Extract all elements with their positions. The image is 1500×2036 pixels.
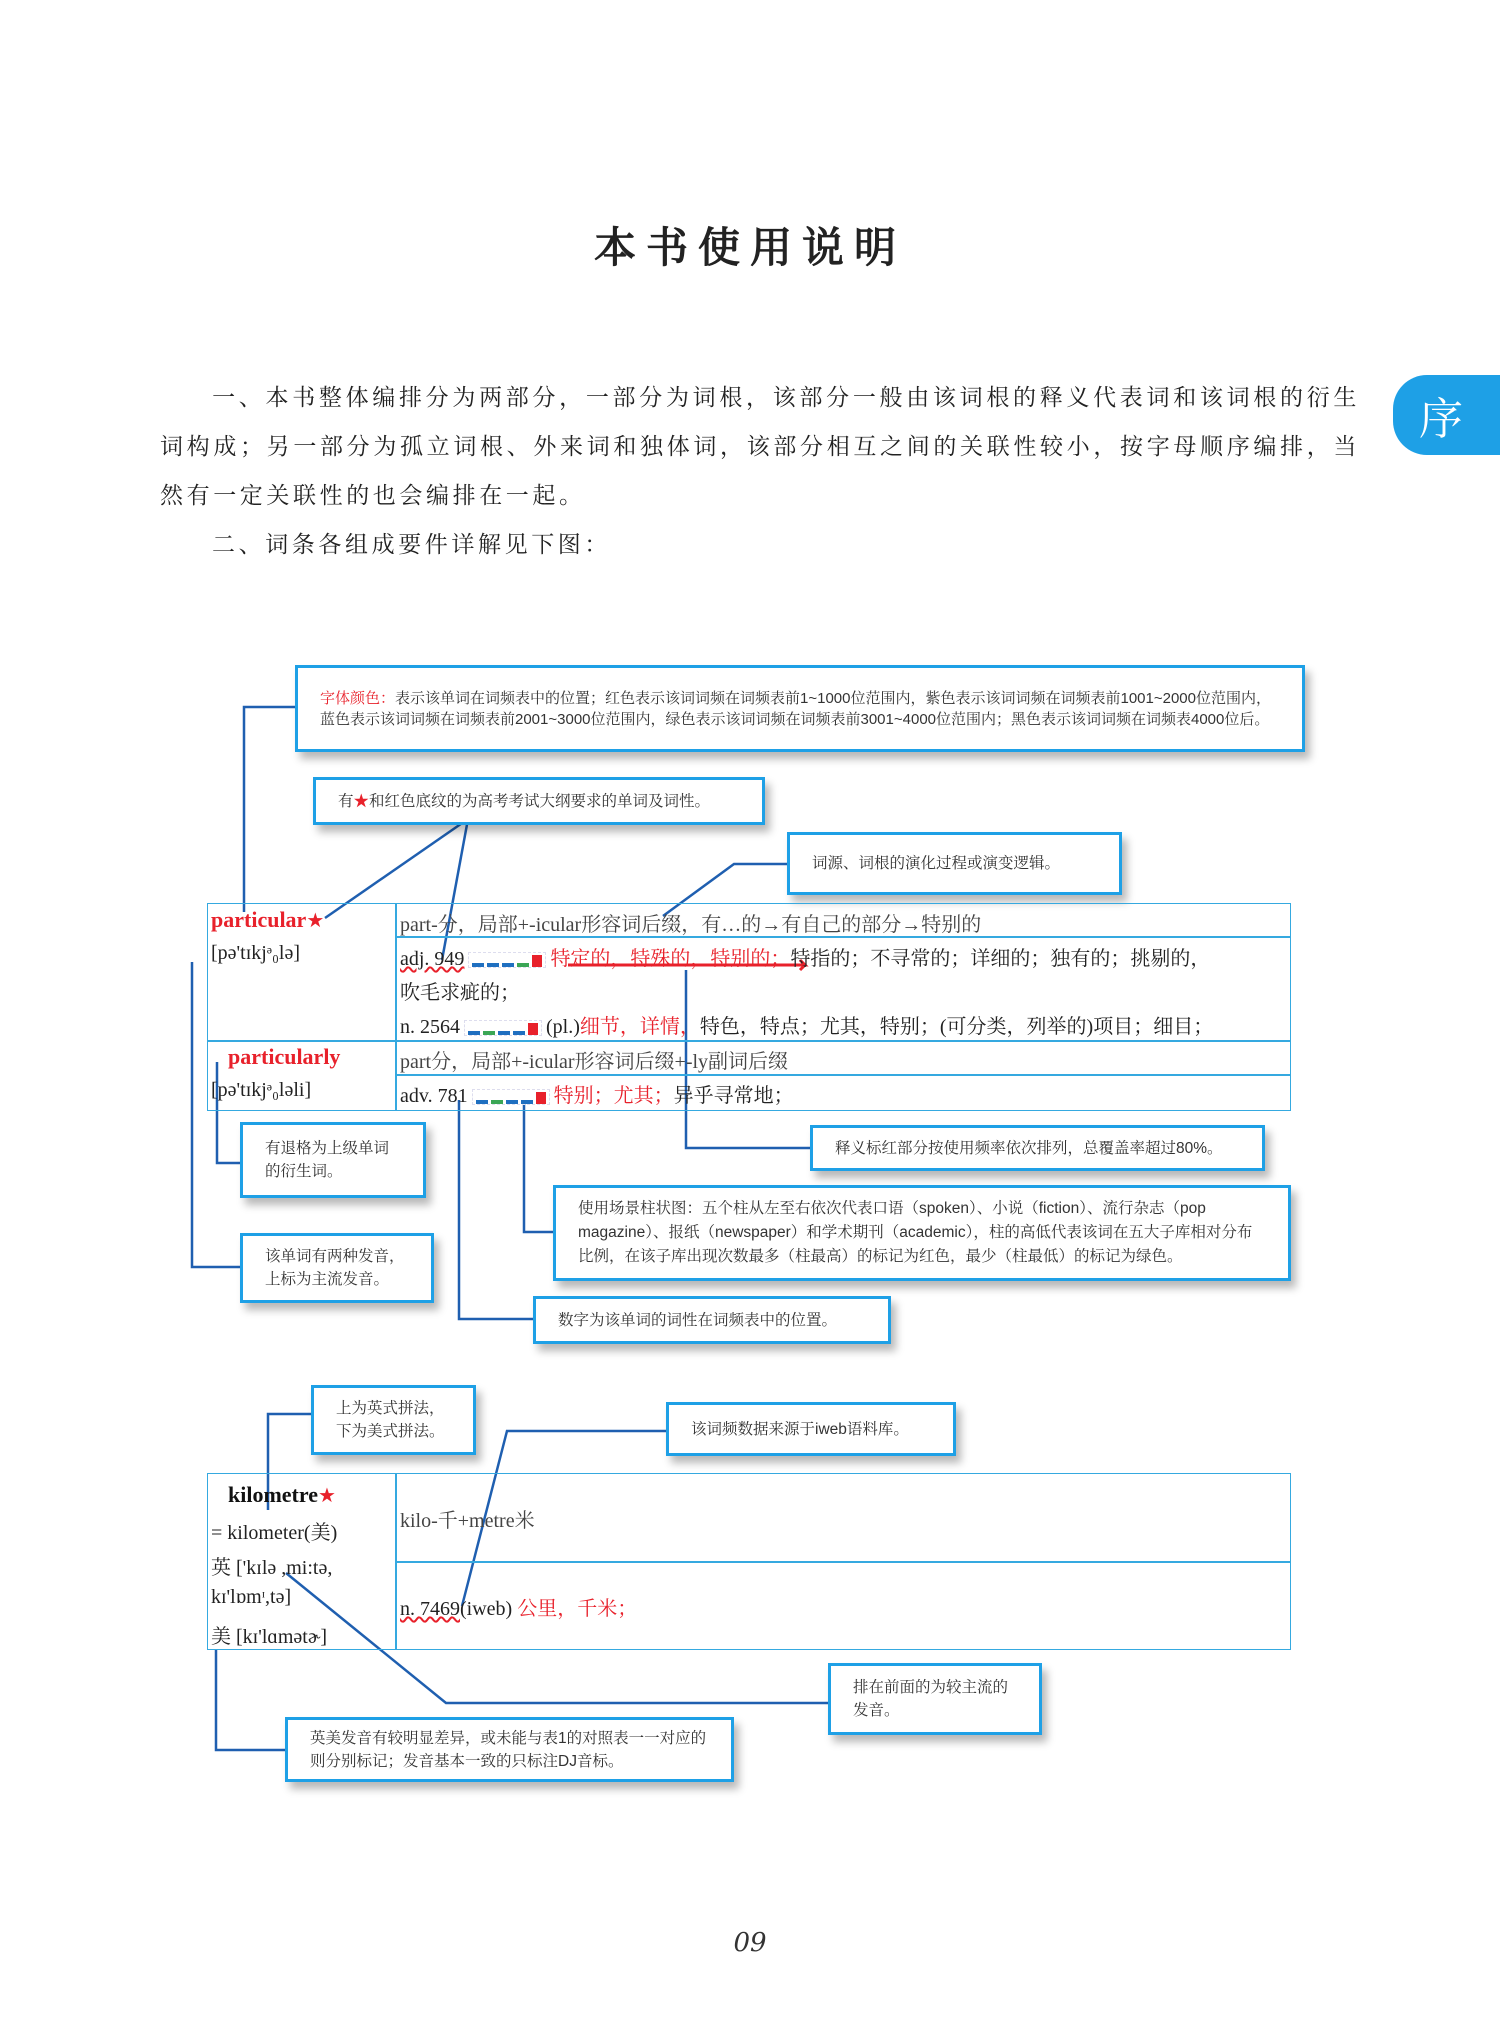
connector (244, 707, 296, 912)
etymology: kilo-千+metre米 (400, 1510, 535, 1532)
callout-text: 和红色底纹的为高考考试大纲要求的单词及词性。 (369, 792, 711, 810)
headword-text: particular (211, 907, 307, 932)
pos-rank: adv. 781 (400, 1085, 468, 1107)
callout-bar-chart (553, 1185, 1291, 1281)
red-meaning: 特定的，特殊的，特别的； (550, 948, 791, 970)
page-number: 09 (733, 1928, 767, 1958)
usage-bar (483, 1031, 495, 1035)
red-meaning: 公里，千米； (517, 1598, 638, 1620)
headword (228, 1482, 336, 1508)
source-label: (iweb) (460, 1598, 513, 1620)
callout-text: 释义标红部分按使用频率依次排列，总覆盖率超过80%。 (835, 1139, 1223, 1157)
connector (524, 1100, 553, 1232)
usage-bar (502, 963, 514, 967)
usage-bar (476, 1100, 488, 1104)
usage-bar (528, 1023, 538, 1035)
callout-text: 英美发音有较明显差异，或未能与表1的对照表一一对应的则分别标记；发音基本一致的只标注DJ音标。 (310, 1729, 707, 1770)
usage-bar (532, 955, 542, 967)
usage-bar (517, 963, 529, 967)
meaning: 特色，特点；尤其，特别；(可分类，列举的)项目；细目； (699, 1016, 1214, 1038)
callout-indent (240, 1122, 426, 1198)
usage-bar (472, 963, 484, 967)
definition-n (400, 1592, 637, 1621)
usage-bar (487, 963, 499, 967)
usage-bar-chart (472, 1089, 550, 1105)
callout-text: 数字为该单词的词性在词频表中的位置。 (558, 1311, 838, 1329)
callout-text: 上为英式拼法，下为美式拼法。 (336, 1400, 445, 1440)
callout-etymology (787, 832, 1122, 895)
callout-font-color (295, 665, 1305, 752)
derived-headword (228, 1044, 340, 1070)
usage-bar (468, 1031, 480, 1035)
usage-bar (498, 1031, 510, 1035)
entry-table-kilometre (207, 1473, 1291, 1650)
headword-text: kilometre (228, 1482, 319, 1507)
phonetic: [pə'tɪkjᵊ₀ləli] (211, 1079, 312, 1101)
star-icon: ★ (353, 792, 370, 810)
callout-number (533, 1296, 891, 1344)
callout-label: 字体颜色： (320, 689, 396, 707)
pos-rank: n. 7469 (400, 1598, 460, 1620)
definition-n (400, 1010, 1213, 1039)
meaning-cont: 吹毛求疵的； (400, 982, 520, 1004)
definition-adj (400, 942, 1210, 971)
pos-rank: n. 2564 (400, 1016, 460, 1038)
uk-phonetic-alt: kɪ'lɒmᶦ,tə] (211, 1586, 292, 1608)
meaning: 特指的；不寻常的；详细的；独有的；挑剔的， (790, 948, 1211, 970)
callout-text: 有 (338, 792, 354, 810)
headword-text: particularly (228, 1044, 341, 1069)
etymology: part分，局部+-icular形容词后缀+-ly副词后缀 (400, 1051, 789, 1073)
star-icon: ★ (318, 1485, 336, 1507)
phonetic: [pə'tɪkjᵊ₀lə] (211, 942, 301, 964)
callout-text: 词源、词根的演化过程或演变逻辑。 (812, 855, 1061, 872)
red-meaning: 细节，详情， (579, 1016, 700, 1038)
us-phonetic: 美 [kɪ'lɑmətɚ] (211, 1626, 328, 1648)
callout-red-meaning (810, 1125, 1265, 1171)
pos-rank: adj. 949 (400, 948, 465, 970)
etymology: part-分，局部+-icular形容词后缀，有…的→有自己的部分→特别的 (400, 914, 982, 936)
callout-star (313, 777, 765, 825)
connector (459, 1100, 533, 1319)
callout-text: 该词频数据来源于iweb语料库。 (691, 1420, 909, 1438)
usage-bar (491, 1100, 503, 1104)
usage-bar (521, 1100, 533, 1104)
usage-bar-chart (464, 1020, 542, 1036)
callout-text: 有退格为上级单词的衍生词。 (265, 1140, 390, 1180)
callout-text: 表示该单词在词频表中的位置；红色表示该词词频在词频表前1~1000位范围内，紫色表示该词词频在词频表前1001~2000位范围内，蓝色表示该词词频在词频表前2001~3000位范围内，绿色表示该词词频在词频表前3001~4000位范围内；黑色表示该词词频在词频表4000位后。 (320, 689, 1271, 728)
callout-text: 使用场景柱状图：五个柱从左至右依次代表口语（spoken）、小说（fiction）、流行杂志（pop magazine）、报纸（newspaper）和学术期刊（academic），柱的高低代表该词在五大子库相对分布比例，在该子库出现次数最多（柱最高）的标记为红色，最少（柱最低）的标记为绿色。 (578, 1200, 1253, 1265)
plural-label: (pl.) (546, 1016, 580, 1038)
us-spelling: = kilometer(美) (211, 1522, 338, 1544)
usage-bar (513, 1031, 525, 1035)
usage-bar (536, 1092, 546, 1104)
usage-bar (506, 1100, 518, 1104)
entry-table-particular (207, 903, 1291, 1111)
red-meaning: 特别；尤其； (553, 1085, 674, 1107)
paragraph-text: 一、本书整体编排分为两部分，一部分为词根，该部分一般由该词根的释义代表词和该词根的衍生词构成；另一部分为孤立词根、外来词和独体词，该部分相互之间的关联性较小，按字母顺序编排，当然有一定关联性的也会编排在一起。 (160, 385, 1360, 509)
page-title: 本书使用说明 (593, 223, 906, 272)
callout-uk-us (285, 1717, 734, 1782)
callout-two-pron (240, 1233, 434, 1303)
meaning: 异乎寻常地； (673, 1085, 794, 1107)
star-icon: ★ (306, 910, 325, 932)
connector (216, 1650, 285, 1750)
uk-phonetic: 英 ['kɪlə ,mi:tə, (211, 1557, 333, 1579)
callout-iweb (666, 1402, 956, 1456)
usage-bar-chart (468, 952, 546, 968)
headword (211, 907, 324, 933)
paragraph-text: 二、词条各组成要件详解见下图： (212, 532, 611, 558)
callout-text: 该单词有两种发音，上标为主流发音。 (265, 1248, 405, 1288)
callout-main-pron (828, 1663, 1042, 1735)
callout-text: 排在前面的为较主流的发音。 (853, 1679, 1009, 1719)
callout-spelling (311, 1385, 476, 1455)
definition-adv (400, 1079, 794, 1108)
section-tab[interactable]: 序 (1393, 375, 1500, 455)
